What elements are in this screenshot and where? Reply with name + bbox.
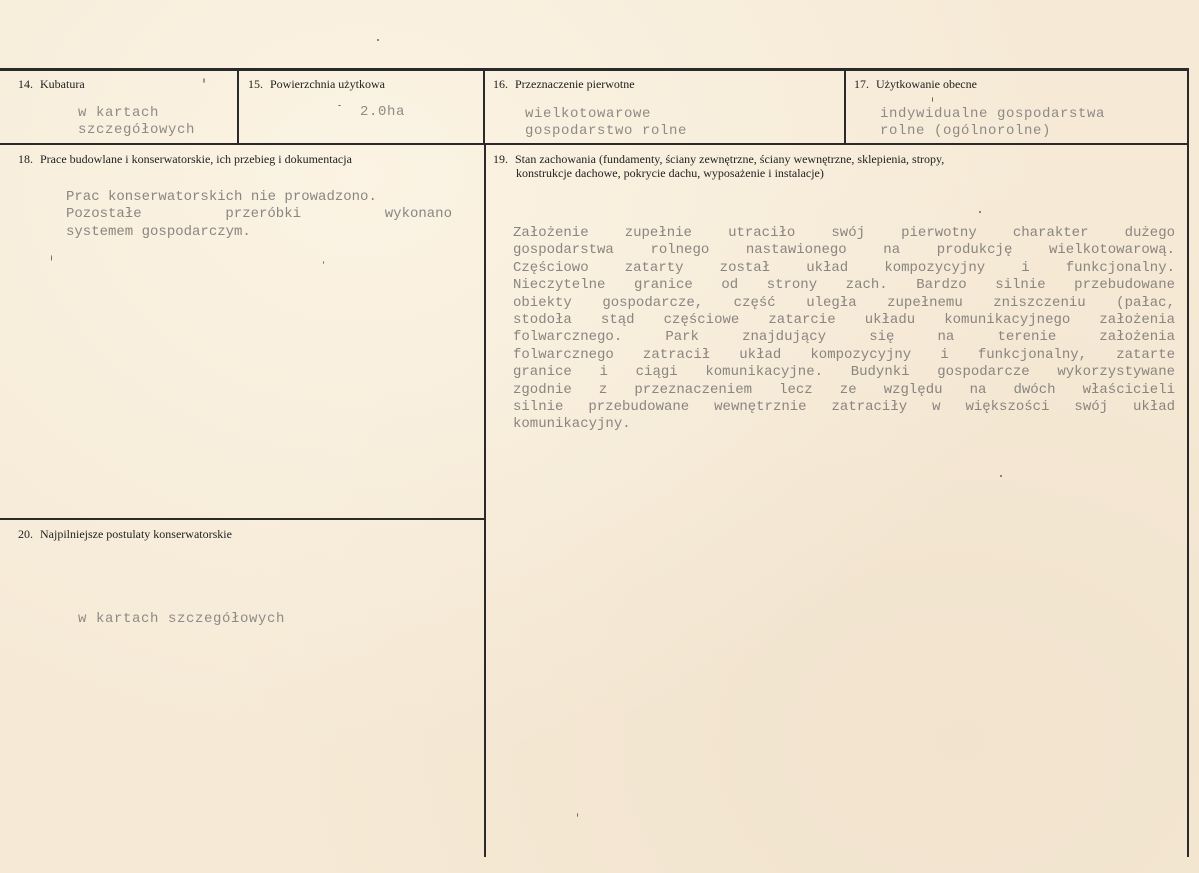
field-19-value-line-12: komunikacyjny. <box>513 416 631 433</box>
field-15-title: Powierzchnia użytkowa <box>270 77 385 91</box>
field-19-value-line-1: Założenie zupełnie utraciło swój pierwotny charakter dużego <box>513 225 1175 241</box>
column-divider <box>484 144 486 857</box>
field-17-title: Użytkowanie obecne <box>876 77 977 91</box>
field-16-label <box>493 77 635 92</box>
field-16-number: 16. <box>493 77 508 91</box>
scan-speck <box>1000 475 1002 477</box>
field-19-value-line-2: gospodarstwa rolnego nastawionego na produkcję wielkotowarową. <box>513 242 1175 259</box>
field-19-value-line-9: granice i ciągi komunikacyjne. Budynki gospodarcze wykorzystywane <box>513 364 1175 381</box>
top-rule <box>0 68 1189 71</box>
field-19-label <box>493 152 944 167</box>
divider-18-20 <box>0 518 486 520</box>
field-19-value <box>513 225 1175 434</box>
field-18-value-line-3: systemem gospodarczym. <box>66 223 251 240</box>
field-20-value: w kartach szczegółowych <box>78 611 286 627</box>
field-17-number: 17. <box>854 77 869 91</box>
field-18-label <box>18 152 352 167</box>
field-19-value-line-11: silnie przebudowane wewnętrznie zatraciły w większości swój układ <box>513 399 1175 416</box>
field-16-value-line-2: gospodarstwo rolne <box>525 123 688 139</box>
field-17-label <box>854 77 977 92</box>
divider-14-15 <box>237 70 239 144</box>
field-15-number: 15. <box>248 77 263 91</box>
field-14-number: 14. <box>18 77 33 91</box>
field-19-value-line-10: zgodnie z przeznaczeniem lecz ze względu na dwóch właścicieli <box>513 381 1175 398</box>
scan-speck <box>323 261 324 264</box>
field-19-value-line-8: folwarcznego zatracił układ kompozycyjny i funkcjonalny, zatarte <box>513 346 1175 363</box>
field-19-value-line-4: Nieczytelne granice od strony zach. Bardzo silnie przebudowane <box>513 277 1175 294</box>
field-18-title: Prace budowlane i konserwatorskie, ich przebieg i dokumentacja <box>40 152 352 166</box>
field-18-value-line-2: Pozostałe przeróbki wykonano <box>66 206 452 223</box>
field-14-value-line-2: szczegółowych <box>78 122 196 138</box>
field-19-value-line-5: obiekty gospodarcze, część uległa zupełnemu zniszczeniu (pałac, <box>513 294 1175 311</box>
field-19-value-line-3: Częściowo zatarty został układ kompozycyjny i funkcjonalny. <box>513 259 1175 276</box>
field-18-value-line-1: Prac konserwatorskich nie prowadzono. <box>66 189 377 205</box>
scan-speck <box>338 105 341 106</box>
field-20-label <box>18 527 232 542</box>
field-18-number: 18. <box>18 152 33 166</box>
field-14-title: Kubatura <box>40 77 85 91</box>
field-19-title-line-1: Stan zachowania (fundamenty, ściany zewnętrzne, ściany wewnętrzne, sklepienia, stropy, <box>515 152 945 166</box>
scan-speck <box>377 39 379 41</box>
scan-speck <box>979 211 981 213</box>
field-19-value-line-6: stodoła stąd częściowe zatarcie układu komunikacyjnego założenia <box>513 312 1175 329</box>
field-17-value-line-1: indywidualne gospodarstwa <box>880 106 1106 122</box>
field-19-value-line-7: folwarcznego. Park znajdujący się na terenie założenia <box>513 329 1175 346</box>
divider-16-17 <box>844 70 846 144</box>
scan-speck <box>932 97 933 102</box>
right-border-rule <box>1187 70 1189 857</box>
field-16-title: Przeznaczenie pierwotne <box>515 77 635 91</box>
divider-15-16 <box>483 70 485 144</box>
field-15-label <box>248 77 385 92</box>
scan-speck <box>203 78 205 83</box>
scan-speck <box>51 255 52 261</box>
row1-bottom-rule <box>0 143 1189 145</box>
field-20-title: Najpilniejsze postulaty konserwatorskie <box>40 527 232 541</box>
field-14-value-line-1: w kartach <box>78 105 160 121</box>
field-18-value <box>66 189 452 241</box>
field-16-value-line-1: wielkotowarowe <box>525 106 652 122</box>
field-19-number: 19. <box>493 152 508 166</box>
scan-speck <box>577 813 578 817</box>
field-20-number: 20. <box>18 527 33 541</box>
field-17-value-line-2: rolne (ogólnorolne) <box>880 123 1052 139</box>
field-14-label <box>18 77 85 92</box>
field-15-value: 2.0ha <box>360 104 406 120</box>
field-19-label-line-2: konstrukcje dachowe, pokrycie dachu, wyposażenie i instalacje) <box>516 166 824 180</box>
